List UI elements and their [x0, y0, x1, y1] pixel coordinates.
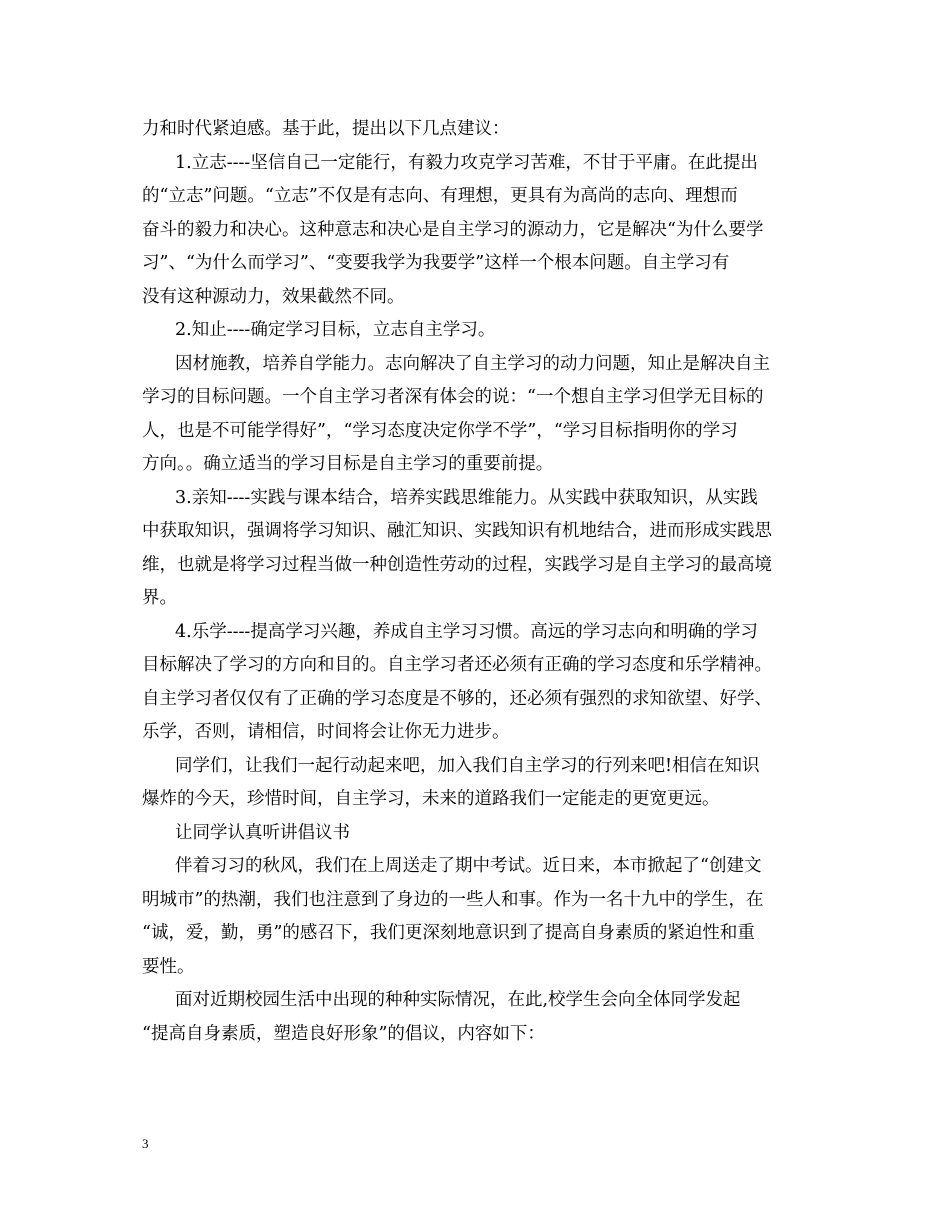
- page-number: 3: [142, 1136, 149, 1151]
- text-line: 3.亲知----实践与课本结合，培养实践思维能力。从实践中获取知识，从实践: [175, 487, 758, 508]
- text-line: 4.乐学----提高学习兴趣，养成自主学习习惯。高远的学习志向和明确的学习: [175, 621, 758, 642]
- text-line: 乐学，否则，请相信，时间将会让你无力进步。: [142, 722, 510, 742]
- text-line: 没有这种源动力，效果截然不同。: [142, 286, 405, 307]
- text-line: 因材施教，培养自学能力。志向解决了自主学习的动力问题，知止是解决自主: [175, 353, 770, 374]
- text-line: 奋斗的毅力和决心。这种意志和决心是自主学习的源动力，它是解决“为什么要学: [142, 219, 764, 240]
- text-line: 目标解决了学习的方向和目的。自主学习者还必须有正确的学习态度和乐学精神。: [142, 655, 772, 675]
- text-line: 学习的目标问题。一个自主学习者深有体会的说：“一个想自主学习但学无目标的: [142, 387, 764, 407]
- text-line: 爆炸的今天，珍惜时间，自主学习，未来的道路我们一定能走的更宽更远。: [142, 789, 720, 809]
- text-line: 方向。。确立适当的学习目标是自主学习的重要前提。: [142, 454, 554, 474]
- text-line: 力和时代紧迫感。基于此，提出以下几点建议：: [142, 119, 510, 139]
- text-line: 让同学认真听讲倡议书: [175, 822, 350, 843]
- text-line: 伴着习习的秋风，我们在上周送走了期中考试。近日来，本市掀起了“创建文: [175, 856, 762, 876]
- text-line: 2.知止----确定学习目标，立志自主学习。: [175, 320, 496, 340]
- text-line: 界。: [142, 588, 177, 608]
- text-line: 要性。: [142, 956, 195, 977]
- text-line: “诚，爱，勤，勇”的感召下，我们更深刻地意识到了提高自身素质的紧迫性和重: [142, 923, 755, 943]
- document-body: [142, 113, 810, 1051]
- text-line: 自主学习者仅仅有了正确的学习态度是不够的，还必须有强烈的求知欲望、好学、: [142, 688, 772, 709]
- text-line: 中获取知识，强调将学习知识、融汇知识、实践知识有机地结合，进而形成实践思: [142, 521, 772, 541]
- text-line: 习”、“为什么而学习”、“变要我学为我要学”这样一个根本问题。自主学习有: [142, 253, 730, 273]
- text-line: “提高自身素质，塑造良好形象”的倡议，内容如下：: [142, 1023, 545, 1044]
- text-line: 同学们，让我们一起行动起来吧，加入我们自主学习的行列来吧!相信在知识: [175, 755, 760, 776]
- text-line: 人，也是不可能学得好”，“学习态度决定你学不学”，“学习目标指明你的学习: [142, 420, 738, 441]
- text-line: 1.立志----坚信自己一定能行，有毅力攻克学习苦难，不甘于平庸。在此提出: [175, 152, 758, 173]
- text-line: 面对近期校园生活中出现的种种实际情况，在此,校学生会向全体同学发起: [175, 990, 741, 1010]
- text-line: 的“立志”问题。“立志”不仅是有志向、有理想，更具有为高尚的志向、理想而: [142, 186, 738, 206]
- text-line: 明城市”的热潮，我们也注意到了身边的一些人和事。作为一名十九中的学生，在: [142, 889, 764, 910]
- text-line: 维，也就是将学习过程当做一种创造性劳动的过程，实践学习是自主学习的最高境: [142, 554, 772, 575]
